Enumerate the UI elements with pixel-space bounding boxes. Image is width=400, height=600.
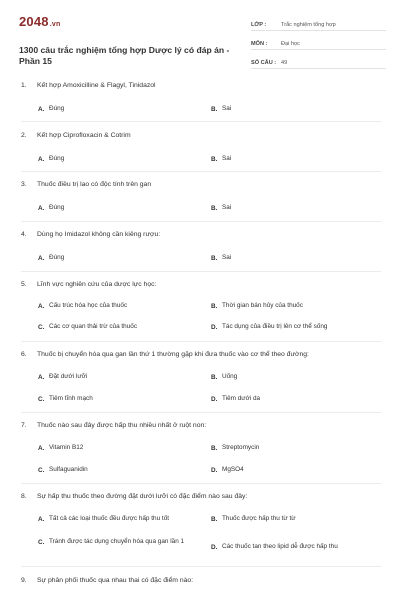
question-text: Thuốc bị chuyển hóa qua gan lần thứ 1 thường gặp khi đưa thuốc vào cơ thể theo đường: — [37, 351, 309, 358]
meta-value: Đại học — [281, 41, 300, 47]
option-text: Các cơ quan thải trừ của thuốc — [49, 323, 138, 330]
question-text: Dùng họ Imidazol không cần kiêng rượu: — [37, 231, 161, 238]
option-text: Đúng — [49, 155, 65, 162]
option-letter: C. — [38, 466, 45, 474]
question-text: Sự phân phối thuốc qua nhau thai có đặc điểm nào: — [37, 577, 194, 584]
option-text: Streptomycin — [222, 444, 260, 451]
option-a[interactable] — [38, 254, 64, 263]
option-d[interactable] — [211, 543, 338, 552]
option-letter: A. — [38, 254, 45, 262]
option-c[interactable] — [38, 395, 93, 404]
option-a[interactable] — [38, 204, 64, 213]
question-divider — [21, 483, 381, 484]
option-letter: A. — [38, 155, 45, 163]
question-number: 6. — [21, 351, 27, 358]
option-b[interactable] — [211, 515, 296, 524]
page-header — [19, 12, 384, 70]
meta-count-row — [251, 52, 386, 69]
option-text: Thuốc được hấp thu từ từ — [222, 515, 296, 522]
option-text: Sai — [222, 254, 232, 261]
option-b[interactable] — [211, 204, 231, 213]
option-text: Vitamin B12 — [49, 444, 84, 451]
option-text: Đặt dưới lưỡi — [49, 373, 88, 380]
option-a[interactable] — [38, 302, 127, 311]
question-text: Kết hợp Ciprofloxacin & Cotrim — [37, 132, 131, 139]
option-letter: C. — [38, 323, 45, 331]
question-8 — [21, 492, 381, 501]
question-text: Lĩnh vực nghiên cứu của dược lực học: — [37, 281, 157, 288]
question-number: 7. — [21, 422, 27, 429]
option-a[interactable] — [38, 155, 64, 164]
option-text: Uống — [222, 373, 238, 380]
meta-key: LỚP : — [251, 22, 267, 28]
option-letter: D. — [211, 323, 218, 331]
question-3 — [21, 180, 381, 189]
option-letter: A. — [38, 204, 45, 212]
option-text: Tiêm dưới da — [222, 395, 261, 402]
question-number: 2. — [21, 132, 27, 139]
option-text: Sai — [222, 204, 232, 211]
question-divider — [21, 412, 381, 413]
question-1 — [21, 81, 381, 90]
question-number: 8. — [21, 493, 27, 500]
option-b[interactable] — [211, 302, 303, 311]
question-text: Thuốc điều trị lao có độc tính trên gan — [37, 181, 152, 188]
option-b[interactable] — [211, 444, 259, 453]
option-text: Đúng — [49, 105, 65, 112]
meta-key: MÔN : — [251, 41, 268, 47]
question-4 — [21, 230, 381, 239]
option-d[interactable] — [211, 323, 327, 332]
option-letter: D. — [211, 543, 218, 551]
option-text: Sai — [222, 155, 232, 162]
question-number: 1. — [21, 82, 27, 89]
question-divider — [21, 271, 381, 272]
question-5 — [21, 280, 381, 289]
meta-value: Trắc nghiệm tổng hợp — [281, 22, 336, 28]
option-b[interactable] — [211, 105, 231, 114]
option-c[interactable] — [38, 466, 88, 475]
question-number: 9. — [21, 577, 27, 584]
option-c[interactable] — [38, 323, 137, 332]
option-text: Sulfaguanidin — [49, 466, 88, 473]
option-letter: C. — [38, 395, 45, 403]
logo-suffix: .vn — [49, 21, 61, 28]
option-letter: B. — [211, 373, 218, 381]
option-text: Tránh được tác dụng chuyển hóa qua gan lần 1 — [49, 538, 185, 545]
page-title: 1300 câu trắc nghiệm tổng hợp Dược lý có đáp án - Phần 15 — [19, 45, 230, 66]
site-logo[interactable] — [19, 14, 60, 29]
option-letter: A. — [38, 444, 45, 452]
option-letter: B. — [211, 302, 218, 310]
meta-subject-row — [251, 33, 386, 50]
option-a[interactable] — [38, 105, 64, 114]
option-text: MgSO4 — [222, 466, 244, 473]
question-text: Sự hấp thu thuốc theo đường đặt dưới lưỡi có đặc điểm nào sau đây: — [37, 493, 248, 500]
logo-text: 2048 — [19, 14, 49, 29]
option-b[interactable] — [211, 155, 231, 164]
question-divider — [21, 566, 381, 567]
option-letter: D. — [211, 395, 218, 403]
question-number: 4. — [21, 231, 27, 238]
question-number: 3. — [21, 181, 27, 188]
question-divider — [21, 341, 381, 342]
option-b[interactable] — [211, 373, 237, 382]
question-9 — [21, 576, 381, 585]
meta-key: SỐ CÂU : — [251, 60, 277, 66]
option-letter: B. — [211, 254, 218, 262]
option-letter: A. — [38, 105, 45, 113]
option-text: Thời gian bán hủy của thuốc — [222, 302, 303, 309]
option-a[interactable] — [38, 444, 83, 453]
option-text: Sai — [222, 105, 232, 112]
option-d[interactable] — [211, 466, 244, 475]
option-text: Cấu trúc hóa học của thuốc — [49, 302, 128, 309]
option-text: Tất cả các loại thuốc đều được hấp thu tốt — [49, 515, 170, 522]
option-letter: B. — [211, 515, 218, 523]
option-letter: A. — [38, 302, 45, 310]
option-letter: C. — [38, 538, 45, 546]
question-2 — [21, 131, 381, 140]
question-divider — [21, 171, 381, 172]
option-text: Tác dụng của điều trị lên cơ thể sống — [222, 323, 328, 330]
option-letter: B. — [211, 444, 218, 452]
meta-value: 49 — [281, 60, 288, 66]
question-6 — [21, 350, 381, 359]
question-7 — [21, 421, 381, 430]
option-a[interactable] — [38, 515, 210, 524]
option-letter: B. — [211, 204, 218, 212]
option-letter: B. — [211, 105, 218, 113]
meta-class-row — [251, 14, 386, 31]
option-text: Tiêm tĩnh mạch — [49, 395, 93, 402]
option-d[interactable] — [211, 395, 260, 404]
question-divider — [21, 121, 381, 122]
option-letter: A. — [38, 515, 45, 523]
option-c[interactable] — [38, 538, 206, 547]
option-text: Các thuốc tan theo lipid dễ được hấp thu — [222, 543, 338, 550]
option-letter: A. — [38, 373, 45, 381]
question-number: 5. — [21, 281, 27, 288]
question-divider — [21, 221, 381, 222]
option-b[interactable] — [211, 254, 231, 263]
option-text: Đúng — [49, 254, 65, 261]
option-text: Đúng — [49, 204, 65, 211]
quiz-meta — [251, 14, 386, 71]
option-letter: B. — [211, 155, 218, 163]
option-letter: D. — [211, 466, 218, 474]
question-text: Kết hợp Amoxicilline & Flagyl, Tinidazol — [37, 82, 156, 89]
option-a[interactable] — [38, 373, 87, 382]
question-text: Thuốc nào sau đây được hấp thu nhiều nhất ở ruột non: — [37, 422, 207, 429]
